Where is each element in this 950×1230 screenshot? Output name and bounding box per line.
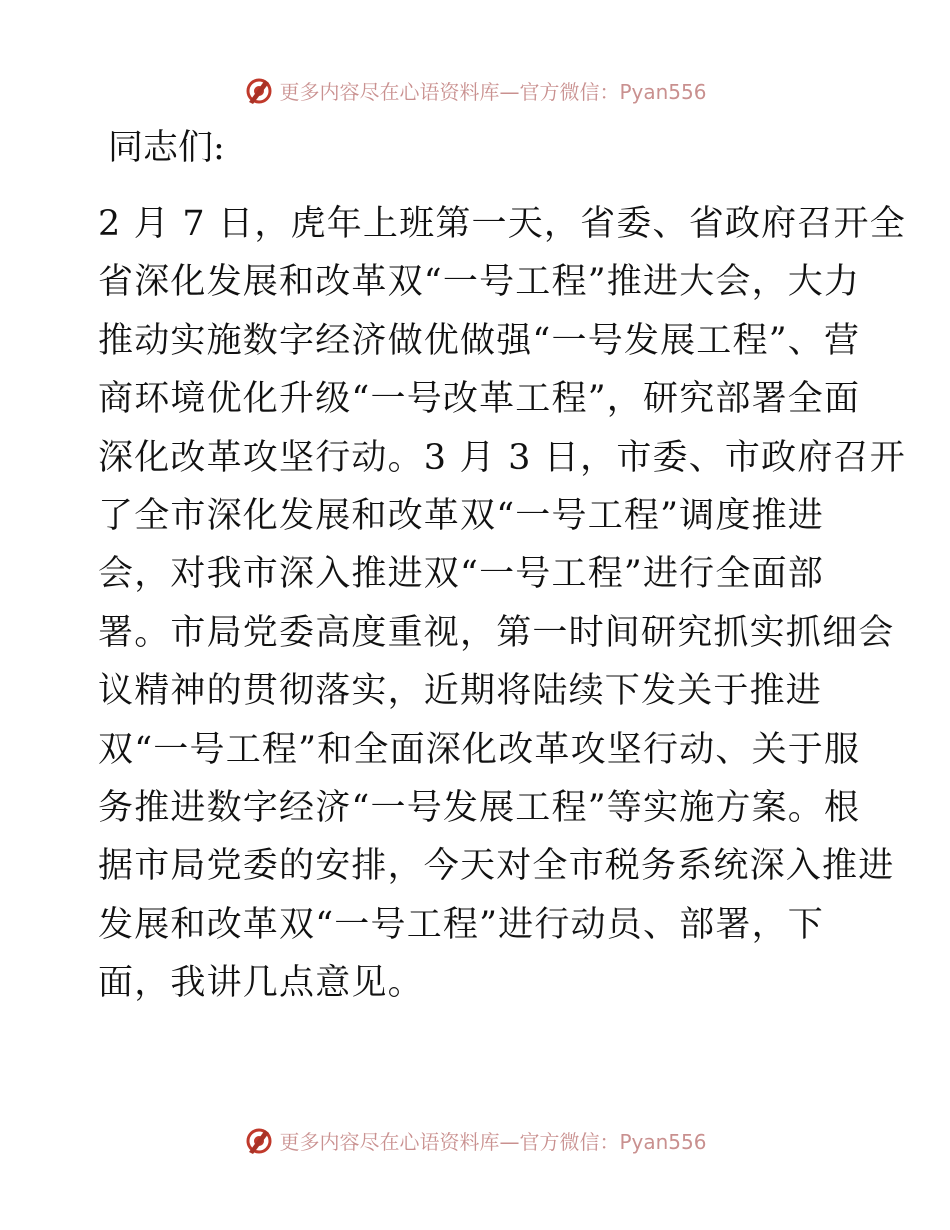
paragraph-line: 省深化发展和改革双“一号工程”推进大会，大力 (98, 262, 861, 303)
paragraph-line: 2 月 7 日，虎年上班第一天，省委、省政府召开全 (98, 204, 906, 244)
watermark-text: 更多内容尽在心语资料库—官方微信：Pyan556 (279, 79, 707, 104)
paragraph-line: 会，对我市深入推进双“一号工程”进行全面部 (98, 554, 824, 595)
red-quill-seal-icon (243, 74, 275, 106)
paragraph-line: 推动实施数字经济做优做强“一号发展工程”、营 (98, 320, 861, 361)
paragraph-line: 面，我讲几点意见。 (98, 963, 424, 1004)
header-watermark (0, 70, 950, 110)
paragraph-line: 深化改革攻坚行动。3 月 3 日，市委、市政府召开 (98, 437, 906, 478)
paragraph-line: 务推进数字经济“一号发展工程”等实施方案。根 (98, 787, 861, 828)
red-quill-seal-icon (243, 1124, 275, 1156)
paragraph-line: 了全市深化发展和改革双“一号工程”调度推进 (98, 495, 824, 536)
paragraph-line: 发展和改革双“一号工程”进行动员、部署，下 (98, 904, 824, 945)
paragraph-line: 议精神的贯彻落实，近期将陆续下发关于推进 (98, 671, 823, 712)
speech-paragraph (98, 195, 906, 1012)
paragraph-line: 双“一号工程”和全面深化改革攻坚行动、关于服 (98, 729, 861, 770)
paragraph-line: 署。市局党委高度重视，第一时间研究抓实抓细会 (98, 612, 895, 653)
footer-watermark (0, 1120, 950, 1160)
watermark-text: 更多内容尽在心语资料库—官方微信：Pyan556 (279, 1129, 707, 1154)
paragraph-line: 商环境优化升级“一号改革工程”，研究部署全面 (98, 379, 861, 420)
paragraph-line: 据市局党委的安排，今天对全市税务系统深入推进 (98, 846, 895, 887)
greeting: 同志们: (108, 128, 225, 168)
